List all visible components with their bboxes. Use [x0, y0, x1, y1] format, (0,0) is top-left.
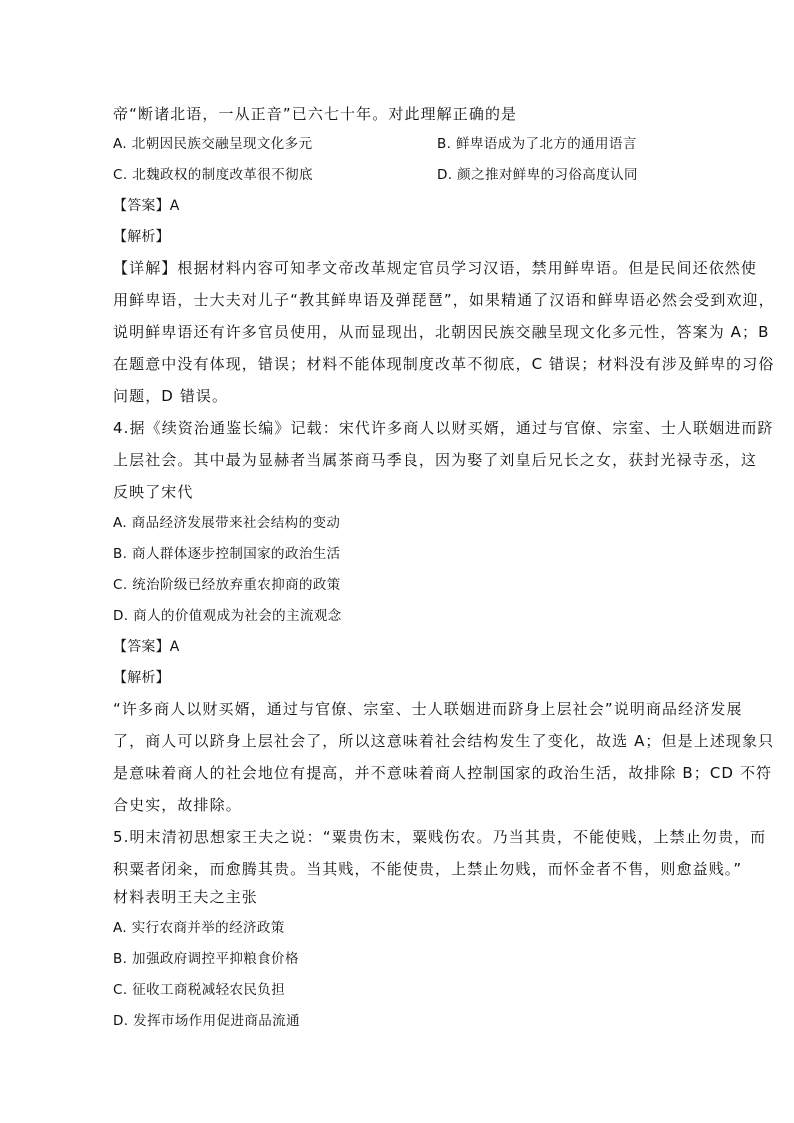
q5-option-c: C. 征收工商税减轻农民负担 [113, 982, 286, 998]
q5-stem-line: 5.明末清初思想家王夫之说：“粟贵伤末，粟贱伤农。乃当其贵，不能使贱，上禁止勿贵，而 [113, 828, 767, 846]
q3-option-a: A. 北朝因民族交融呈现文化多元 [113, 136, 313, 152]
q5-option-b: B. 加强政府调控平抑粮食价格 [113, 951, 299, 967]
q4-analysis-line: “许多商人以财买婿，通过与官僚、宗室、士人联姻进而跻身上层社会”说明商品经济发展 [113, 700, 743, 718]
q5-stem-line: 材料表明王夫之主张 [113, 888, 258, 906]
q4-option-b: B. 商人群体逐步控制国家的政治生活 [113, 546, 341, 562]
q3-option-c: C. 北魏政权的制度改革很不彻底 [113, 167, 313, 183]
q3-option-d: D. 颜之推对鲜卑的习俗高度认同 [437, 167, 638, 183]
q3-stem: 帝“断诸北语，一从正音”已六七十年。对此理解正确的是 [113, 105, 518, 123]
q5-option-a: A. 实行农商并举的经济政策 [113, 920, 285, 936]
q5-option-d: D. 发挥市场作用促进商品流通 [113, 1013, 300, 1029]
q4-option-a: A. 商品经济发展带来社会结构的变动 [113, 515, 341, 531]
q4-analysis-line: 是意味着商人的社会地位有提高，并不意味着商人控制国家的政治生活，故排除 B；CD 不符 [113, 764, 773, 782]
q3-analysis-title: 【解析】 [113, 229, 170, 245]
q4-answer: 【答案】A [113, 639, 180, 655]
q5-stem-line: 积粟者闭籴，而愈腾其贵。当其贱，不能使贵，上禁止勿贱，而怀金者不售，则愈益贱。” [113, 860, 743, 878]
q3-analysis-line: 【详解】根据材料内容可知孝文帝改革规定官员学习汉语，禁用鲜卑语。但是民间还依然使 [113, 259, 758, 277]
q4-analysis-line: 合史实，故排除。 [113, 796, 242, 814]
q4-analysis-title: 【解析】 [113, 670, 170, 686]
q4-stem-line: 上层社会。其中最为显赫者当属茶商马季良，因为娶了刘皇后兄长之女，获封光禄寺丞，这 [113, 451, 758, 469]
q4-option-c: C. 统治阶级已经放弃重农抑商的政策 [113, 577, 341, 593]
q3-option-b: B. 鲜卑语成为了北方的通用语言 [437, 136, 637, 152]
q3-analysis-line: 在题意中没有体现，错误；材料不能体现制度改革不彻底，C 错误；材料没有涉及鲜卑的习俗 [113, 355, 775, 373]
q4-stem-line: 反映了宋代 [113, 483, 194, 501]
q4-analysis-line: 了，商人可以跻身上层社会了，所以这意味着社会结构发生了变化，故选 A；但是上述现象只 [113, 732, 775, 750]
q3-analysis-line: 说明鲜卑语还有许多官员使用，从而显现出，北朝因民族交融呈现文化多元性，答案为 A；B [113, 323, 770, 341]
q3-analysis-line: 问题，D 错误。 [113, 387, 229, 405]
q3-analysis-line: 用鲜卑语，士大夫对儿子“教其鲜卑语及弹琵琶”，如果精通了汉语和鲜卑语必然会受到欢迎， [113, 291, 775, 309]
q4-option-d: D. 商人的价值观成为社会的主流观念 [113, 608, 342, 624]
q4-stem-line: 4.据《续资治通鉴长编》记载：宋代许多商人以财买婿，通过与官僚、宗室、士人联姻进而跻 [113, 419, 774, 437]
q3-answer: 【答案】A [113, 198, 180, 214]
